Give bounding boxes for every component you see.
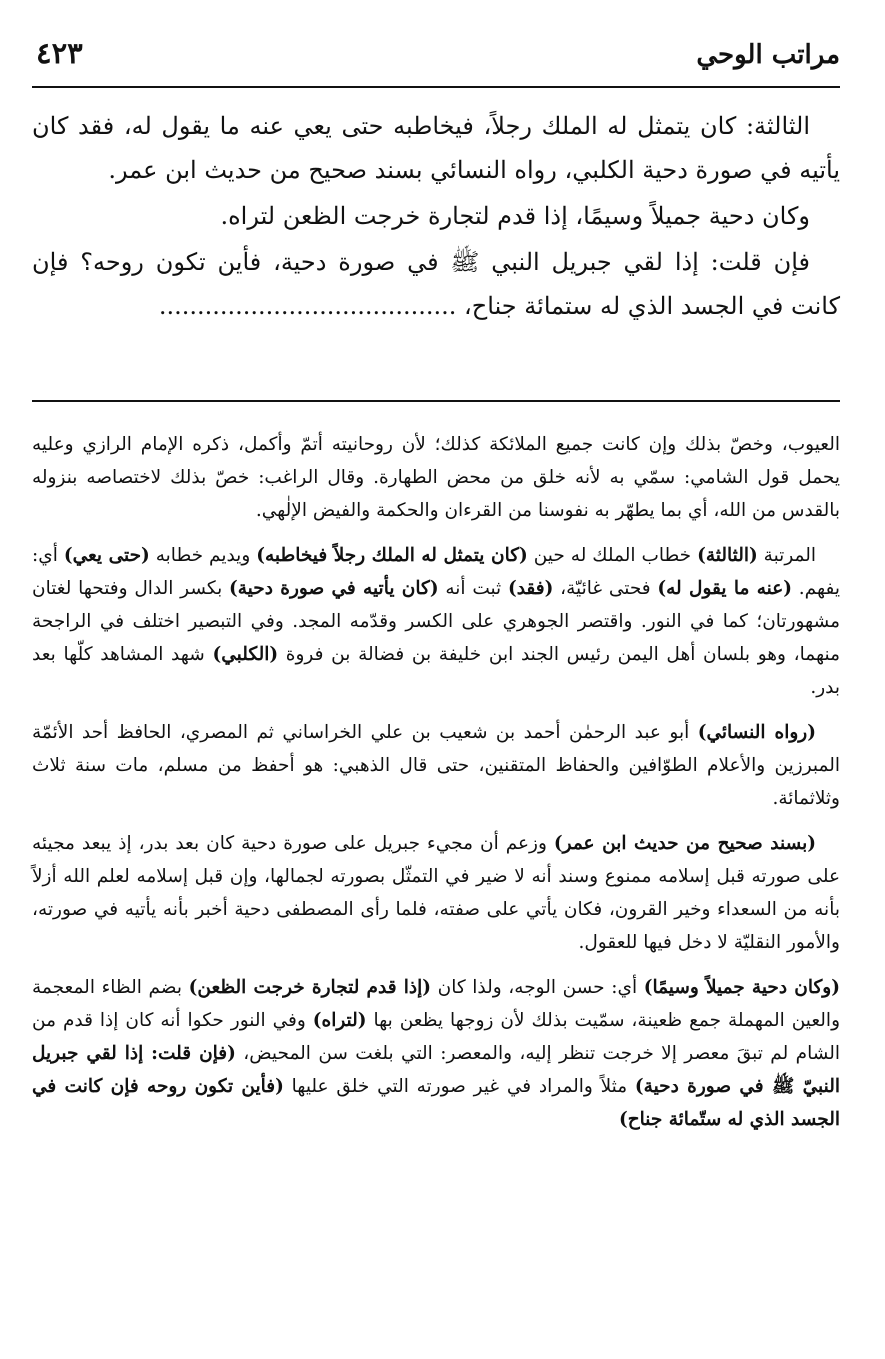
text-run: خطاب الملك له حين — [527, 545, 698, 566]
text-run: أبو عبد الرحمٰن أحمد بن شعيب بن علي الخراساني ثم المصري، الحافظ أحد الأئمّة المبرزين والأعلام الطوّافين والحفاظ المتقنين، حتى قال الذهبي: هو أحفظ من مسلم، مات سنة ثلاث وثلاثمائة. — [32, 722, 840, 809]
quoted-matn: (فأين تكون روحه فإن كانت في الجسد الذي له ستّمائة جناح) — [32, 1076, 840, 1130]
commentary-paragraph: العيوب، وخصّ بذلك وإن كانت جميع الملائكة كذلك؛ لأن روحانيته أتمّ وأكمل، ذكره الإمام الرازي وعليه يحمل قول الشامي: سمّي به لأنه خلق من محض الطهارة. وقال الراغب: خصّ بذلك لاختصاصه بنزوله بالقدس من الله، أي بما يطهّر به نفوسنا من القرءان والحكمة والفيض الإلٰهي. — [32, 434, 840, 521]
text-run: فحتى غائيّة، — [553, 578, 658, 599]
page-header — [32, 34, 840, 82]
commentary-paragraph — [32, 971, 840, 1136]
text-run: وزعم أن مجيء جبريل على صورة دحية كان بعد بدر، إذ يبعد مجيئه على صورته قبل إسلامه ممنوع وسند أنه لا ضير في التمثّل بصورته لجمالها، وإن قبل إسلامه لعلم الله أزلاً بأنه من السعداء وخير القرون، فكان يأتي على صفته، فلما رأى المصطفى دحية أخبر بأنه يأتيه في صورته، والأمور النقليّة لا دخل فيها للعقول. — [32, 833, 840, 953]
text-run: ثبت أنه — [438, 578, 508, 599]
text-run: وفي النور حكوا أنه كان إذا قدم من الشام لم تبقَ معصر إلا خرجت تنظر إليه، والمعصر: التي بلغت سن المحيض، — [32, 1010, 840, 1064]
running-title: مراتب الوحي — [696, 40, 840, 70]
main-text — [32, 104, 840, 330]
quoted-matn: (كان يأتيه في صورة دحية) — [229, 578, 439, 599]
quoted-matn: (الكلبي) — [212, 644, 279, 665]
matn-paragraph: فإن قلت: إذا لقي جبريل النبي ﷺ في صورة دحية، فأين تكون روحه؟ فإن كانت في الجسد الذي له ستمائة جناح، ....................................... — [32, 248, 840, 320]
quoted-matn: (لتراه) — [312, 1010, 367, 1031]
text-run: أي: حسن الوجه، ولذا كان — [431, 977, 644, 998]
matn-paragraph: الثالثة: كان يتمثل له الملك رجلاً، فيخاطبه حتى يعي عنه ما يقول له، فقد كان يأتيه في صورة دحية الكلبي، رواه النسائي بسند صحيح من حديث ابن عمر. — [32, 112, 840, 184]
quoted-matn: (بسند صحيح من حديث ابن عمر) — [553, 833, 816, 854]
text-run: شهد المشاهد كلّها بعد بدر. — [32, 644, 840, 698]
matn-paragraph: وكان دحية جميلاً وسيمًا، إذا قدم لتجارة خرجت الظعن لتراه. — [220, 202, 810, 230]
commentary-divider — [32, 400, 840, 402]
quoted-matn: (حتى يعي) — [63, 545, 150, 566]
page-number: ٤٢٣ — [36, 36, 83, 70]
header-divider — [32, 86, 840, 88]
text-run: بضم الظاء المعجمة والعين المهملة جمع ظعينة، سمّيت بذلك لأن زوجها يظعن بها — [32, 977, 840, 1031]
commentary-paragraph — [32, 716, 840, 815]
text-run: المرتبة — [757, 545, 817, 566]
quoted-matn: (كان يتمثل له الملك رجلاً فيخاطبه) — [256, 545, 528, 566]
text-run: مثلاً والمراد في غير صورته التي خلق عليها — [283, 1076, 635, 1097]
quoted-matn: (فإن قلت: إذا لقي جبريل النبيّ ﷺ في صورة دحية) — [32, 1043, 840, 1097]
quoted-matn: (إذا قدم لتجارة خرجت الظعن) — [188, 977, 431, 998]
quoted-matn: (وكان دحية جميلاً وسيمًا) — [643, 977, 840, 998]
quoted-matn: (رواه النسائي) — [697, 722, 816, 743]
quoted-matn: (عنه ما يقول له) — [657, 578, 792, 599]
commentary-text — [32, 428, 840, 1148]
commentary-paragraph — [32, 539, 840, 704]
book-page — [32, 0, 840, 1359]
text-run: أي: يفهم. — [32, 545, 840, 599]
quoted-matn: (الثالثة) — [697, 545, 758, 566]
quoted-matn: (فقد) — [507, 578, 554, 599]
text-run: ويديم خطابه — [149, 545, 257, 566]
text-run: بكسر الدال وفتحها لغتان مشهورتان؛ كما في النور. واقتصر الجوهري على الكسر وقدّمه المجد. وفي التبصير اختلف في الراجحة منهما، وهو بلسان أهل اليمن رئيس الجند ابن خليفة بن فضالة بن فروة — [32, 578, 840, 665]
commentary-paragraph — [32, 827, 840, 959]
